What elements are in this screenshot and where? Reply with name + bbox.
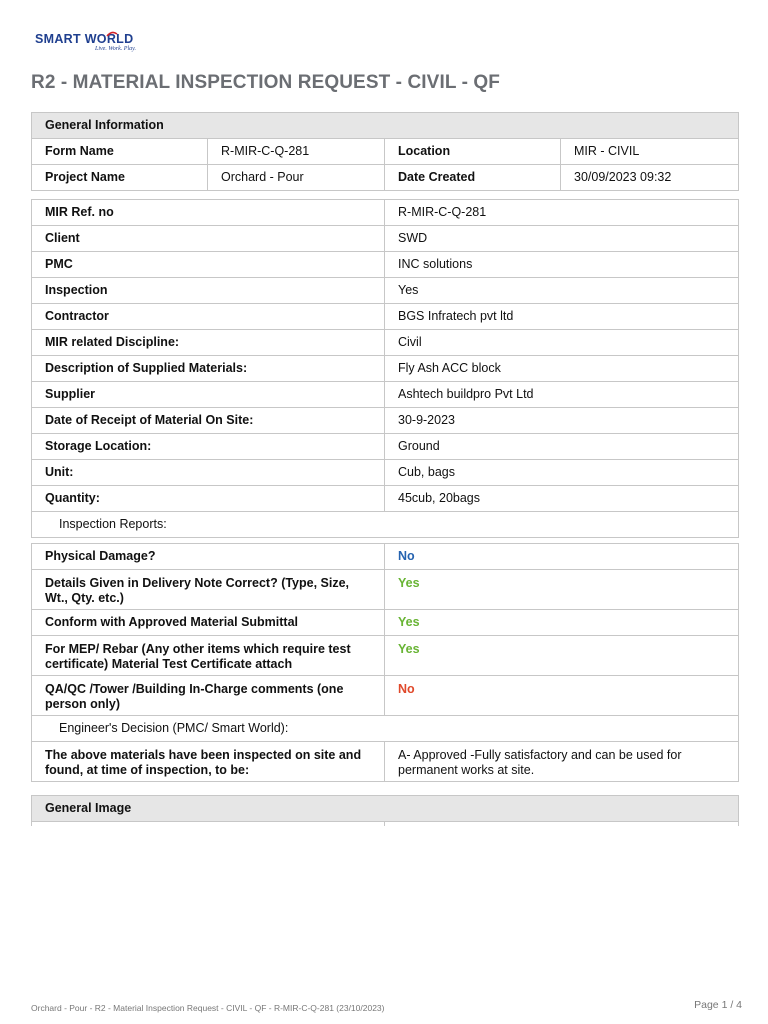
table-row	[32, 512, 739, 538]
qaqc-comments-label: QA/QC /Tower /Building In-Charge comments (one person only)	[32, 676, 385, 716]
mir-ref-label: MIR Ref. no	[32, 200, 385, 226]
inspection-value: Yes	[385, 278, 739, 304]
table-row	[32, 139, 739, 165]
contractor-value: BGS Infratech pvt ltd	[385, 304, 739, 330]
client-value: SWD	[385, 226, 739, 252]
table-row	[32, 330, 739, 356]
table-row	[32, 278, 739, 304]
quantity-label: Quantity:	[32, 486, 385, 512]
test-certificate-label: For MEP/ Rebar (Any other items which require test certificate) Material Test Certificate attach	[32, 636, 385, 676]
decision-value: A- Approved -Fully satisfactory and can be used for permanent works at site.	[385, 742, 739, 782]
test-certificate-value: Yes	[385, 636, 739, 676]
supplier-label: Supplier	[32, 382, 385, 408]
footer-document-reference: Orchard - Pour - R2 - Material Inspection Request - CIVIL - QF - R-MIR-C-Q-281 (23/10/2023)	[31, 1003, 385, 1013]
decision-label: The above materials have been inspected on site and found, at time of inspection, to be:	[32, 742, 385, 782]
table-row	[32, 610, 739, 636]
table-row	[32, 716, 739, 742]
discipline-label: MIR related Discipline:	[32, 330, 385, 356]
inspection-label: Inspection	[32, 278, 385, 304]
materials-description-label: Description of Supplied Materials:	[32, 356, 385, 382]
logo-tagline: Live. Work. Play.	[95, 46, 136, 52]
table-row	[32, 252, 739, 278]
qaqc-comments-value: No	[385, 676, 739, 716]
location-value: MIR - CIVIL	[561, 139, 739, 165]
supplier-value: Ashtech buildpro Pvt Ltd	[385, 382, 739, 408]
table-row	[32, 742, 739, 782]
mir-details-table	[31, 199, 739, 538]
page-title: R2 - MATERIAL INSPECTION REQUEST - CIVIL - QF	[31, 72, 500, 93]
logo-swoosh-icon	[106, 31, 118, 37]
table-row	[32, 408, 739, 434]
materials-description-value: Fly Ash ACC block	[385, 356, 739, 382]
table-row	[32, 165, 739, 191]
unit-value: Cub, bags	[385, 460, 739, 486]
project-name-value: Orchard - Pour	[208, 165, 385, 191]
physical-damage-label: Physical Damage?	[32, 544, 385, 570]
approved-submittal-value: Yes	[385, 610, 739, 636]
general-image-header: General Image	[32, 796, 739, 822]
table-row	[32, 544, 739, 570]
physical-damage-value: No	[385, 544, 739, 570]
table-row	[32, 636, 739, 676]
pmc-value: INC solutions	[385, 252, 739, 278]
general-information-header: General Information	[32, 113, 739, 139]
table-row	[32, 486, 739, 512]
delivery-note-value: Yes	[385, 570, 739, 610]
table-row	[32, 460, 739, 486]
unit-label: Unit:	[32, 460, 385, 486]
table-row	[32, 382, 739, 408]
general-image-cell-right	[385, 822, 739, 827]
form-name-label: Form Name	[32, 139, 208, 165]
mir-ref-value: R-MIR-C-Q-281	[385, 200, 739, 226]
client-label: Client	[32, 226, 385, 252]
table-row	[32, 200, 739, 226]
table-row	[32, 226, 739, 252]
date-created-label: Date Created	[385, 165, 561, 191]
general-image-cell-left	[32, 822, 385, 827]
page-number: Page 1 / 4	[694, 999, 742, 1011]
delivery-note-label: Details Given in Delivery Note Correct? (Type, Size, Wt., Qty. etc.)	[32, 570, 385, 610]
table-row	[32, 676, 739, 716]
logo-name: SMART WORLD	[35, 32, 134, 46]
smart-world-logo	[35, 33, 145, 55]
approved-submittal-label: Conform with Approved Material Submittal	[32, 610, 385, 636]
table-row	[32, 434, 739, 460]
storage-location-value: Ground	[385, 434, 739, 460]
discipline-value: Civil	[385, 330, 739, 356]
engineers-decision-label: Engineer's Decision (PMC/ Smart World):	[32, 716, 739, 742]
table-row	[32, 356, 739, 382]
date-created-value: 30/09/2023 09:32	[561, 165, 739, 191]
table-row	[32, 570, 739, 610]
form-name-value: R-MIR-C-Q-281	[208, 139, 385, 165]
storage-location-label: Storage Location:	[32, 434, 385, 460]
receipt-date-label: Date of Receipt of Material On Site:	[32, 408, 385, 434]
inspection-checks-table	[31, 543, 739, 782]
location-label: Location	[385, 139, 561, 165]
pmc-label: PMC	[32, 252, 385, 278]
project-name-label: Project Name	[32, 165, 208, 191]
general-image-table	[31, 795, 739, 826]
inspection-reports-label: Inspection Reports:	[32, 512, 739, 538]
receipt-date-value: 30-9-2023	[385, 408, 739, 434]
table-row	[32, 304, 739, 330]
quantity-value: 45cub, 20bags	[385, 486, 739, 512]
general-information-table	[31, 112, 739, 191]
contractor-label: Contractor	[32, 304, 385, 330]
